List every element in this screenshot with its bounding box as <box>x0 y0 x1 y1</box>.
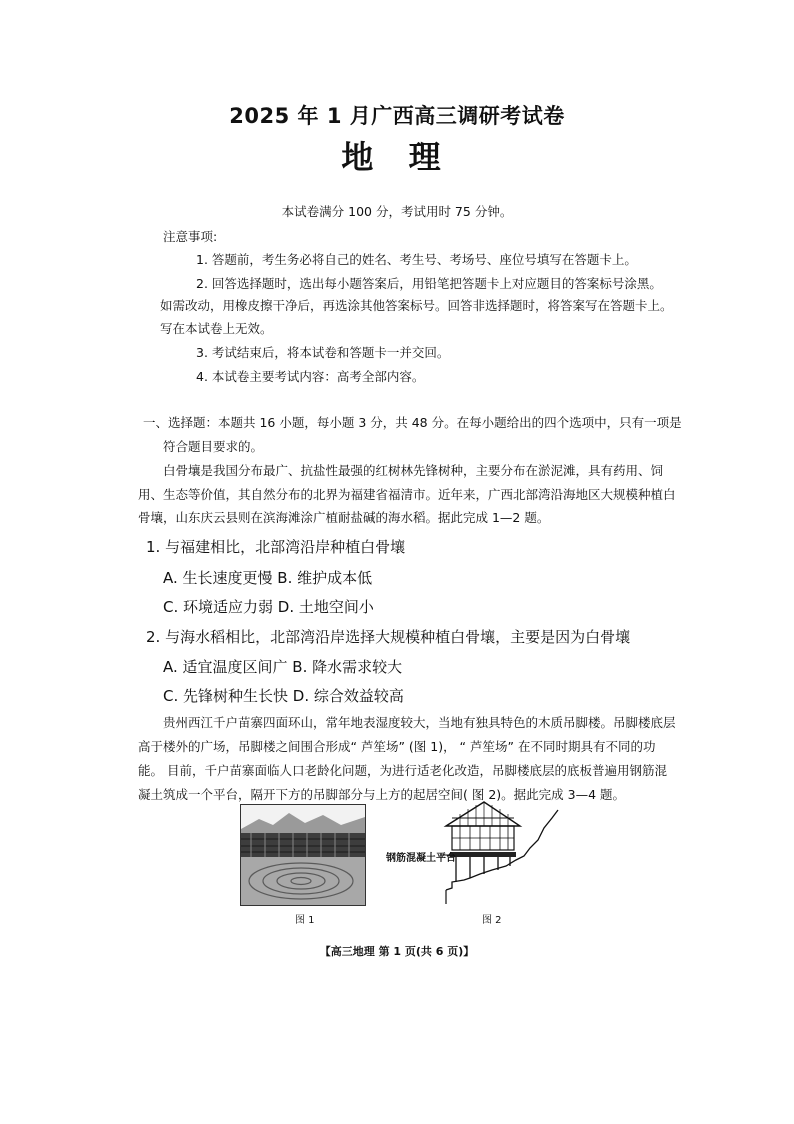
question-2-stem: 2. 与海水稻相比，北部湾沿岸选择大规模种植白骨壤，主要是因为白骨壤 <box>146 628 631 646</box>
notice-heading: 注意事项: <box>163 229 218 244</box>
score-time-line: 本试卷满分 100 分，考试用时 75 分钟。 <box>281 204 513 219</box>
question-1-options-ab: A. 生长速度更慢 B. 维护成本低 <box>163 569 373 587</box>
section-heading: 一、选择题：本题共 16 小题，每小题 3 分，共 48 分。在每小题给出的四个选项中，只有一项是 <box>143 415 682 430</box>
passage2-line3: 能。 目前，千户苗寨面临人口老龄化问题，为进行适老化改造，吊脚楼底层的底板普遍用钢筋混 <box>138 763 667 778</box>
question-1-options-cd: C. 环境适应力弱 D. 土地空间小 <box>163 598 374 616</box>
exam-title: 2025 年 1 月广西高三调研考试卷 <box>229 104 565 128</box>
concrete-platform <box>450 852 516 857</box>
section-heading-cont: 符合题目要求的。 <box>163 439 264 454</box>
note-4: 4. 本试卷主要考试内容：高考全部内容。 <box>196 369 425 384</box>
passage2-line1: 贵州西江千户苗寨四面环山，常年地表湿度较大，当地有独具特色的木质吊脚楼。吊脚楼底层 <box>163 715 676 730</box>
figure-1-photo <box>240 804 366 906</box>
passage2-line4: 凝土筑成一个平台，隔开下方的吊脚部分与上方的起居空间( 图 2)。据此完成 3—4 题。 <box>138 787 626 802</box>
note-2-continued: 如需改动，用橡皮擦干净后，再选涂其他答案标号。回答非选择题时，将答案写在答题卡上。 <box>160 298 673 313</box>
passage2-line2: 高于楼外的广场，吊脚楼之间围合形成“ 芦笙场” (图 1)， “ 芦笙场” 在不同时期具有不同的功 <box>138 739 656 754</box>
question-1-stem: 1. 与福建相比，北部湾沿岸种植白骨壤 <box>146 538 406 556</box>
passage1-line3: 骨壤，山东庆云县则在滨海滩涂广植耐盐碱的海水稻。据此完成 1—2 题。 <box>138 510 550 525</box>
subject-title: 地 理 <box>341 138 453 176</box>
question-2-options-cd: C. 先锋树种生长快 D. 综合效益较高 <box>163 687 404 705</box>
figure-2-label: 图 2 <box>482 915 502 926</box>
page-footer: 【高三地理 第 1 页(共 6 页)】 <box>319 945 475 958</box>
question-2-options-ab: A. 适宜温度区间广 B. 降水需求较大 <box>163 658 403 676</box>
note-3: 3. 考试结束后，将本试卷和答题卡一并交回。 <box>196 345 450 360</box>
passage1-line2: 用、生态等价值，其自然分布的北界为福建省福清市。近年来，广西北部湾沿海地区大规模种植白 <box>138 487 676 502</box>
figure-1-label: 图 1 <box>295 915 315 926</box>
note-2-end: 写在本试卷上无效。 <box>160 321 273 336</box>
roof-outline <box>446 802 520 826</box>
lusheng-field-image <box>241 805 365 905</box>
passage1-line1: 白骨壤是我国分布最广、抗盐性最强的红树林先锋树种，主要分布在淤泥滩，具有药用、饲 <box>163 463 664 478</box>
note-1: 1. 答题前，考生务必将自己的姓名、考生号、考场号、座位号填写在答题卡上。 <box>196 252 637 267</box>
platform-annotation: 钢筋混凝土平台 <box>386 853 456 864</box>
note-2: 2. 回答选择题时，选出每小题答案后，用铅笔把答题卡上对应题目的答案标号涂黑。 <box>196 276 662 291</box>
